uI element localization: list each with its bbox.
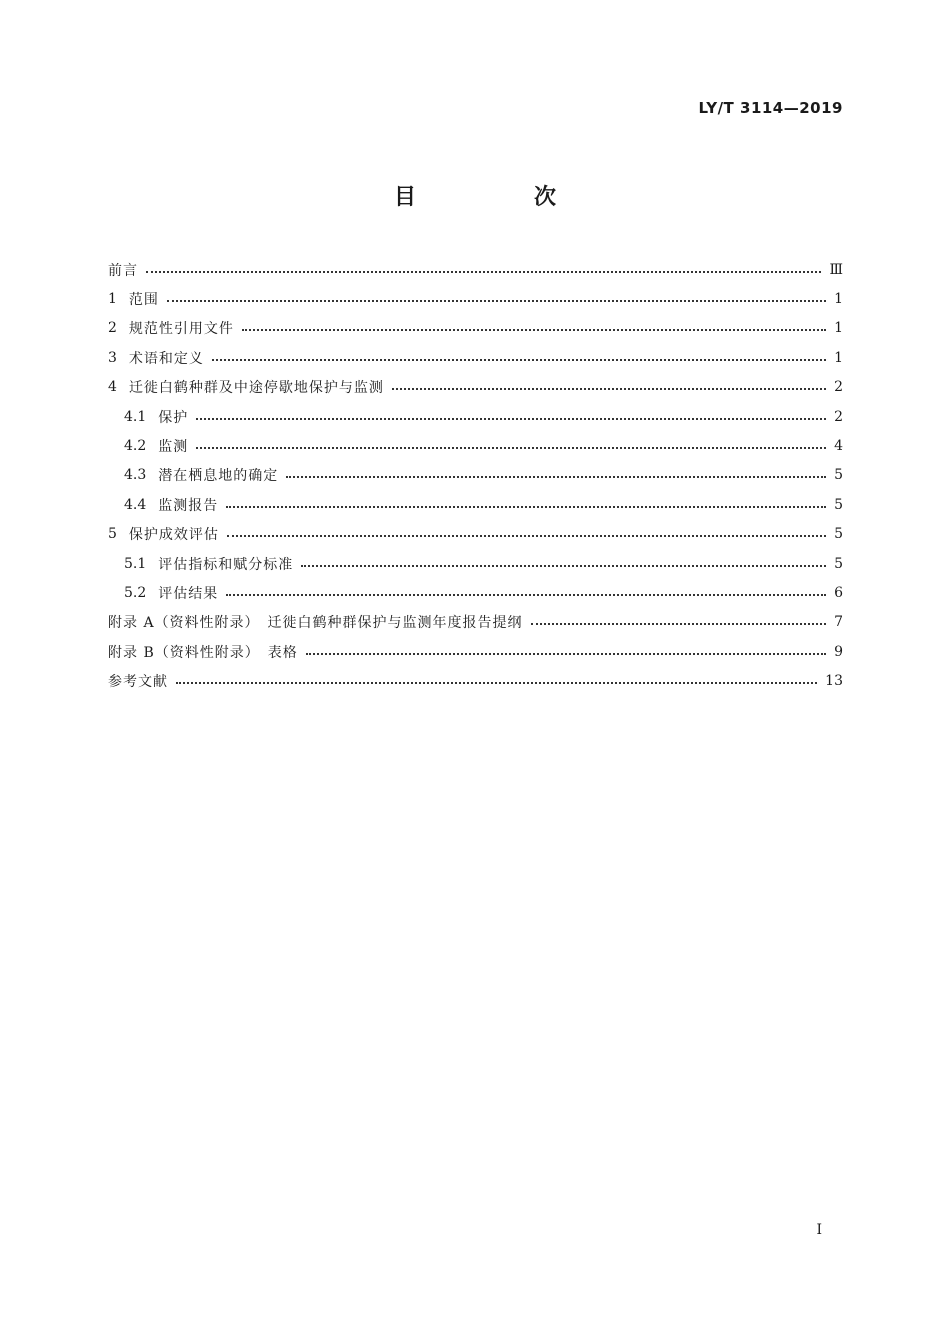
toc-entry-label: 前言	[108, 262, 138, 279]
toc-entry-number: 4	[108, 379, 117, 396]
toc-entry-number: 4.3	[124, 467, 147, 484]
toc-entry-number: 4.1	[124, 408, 147, 425]
toc-entry-label: 附录 A（资料性附录） 迁徙白鹤种群保护与监测年度报告提纲	[108, 615, 523, 632]
toc-entry-page: Ⅲ	[829, 261, 843, 278]
toc-leader-dots	[146, 271, 821, 273]
toc-entry-label: 评估结果	[158, 585, 219, 602]
toc-entry-number: 4.2	[124, 438, 147, 455]
page-number: I	[816, 1222, 822, 1238]
toc-leader-dots	[196, 418, 826, 420]
toc-entry-page: 1	[834, 320, 843, 337]
toc-entry-4-3[interactable]	[108, 461, 843, 490]
toc-entry-number: 4.4	[124, 496, 147, 513]
toc-entry-terms[interactable]	[108, 343, 843, 372]
toc-entry-page: 13	[825, 673, 843, 690]
toc-leader-dots	[392, 388, 826, 390]
toc-entry-page: 5	[834, 526, 843, 543]
toc-entry-5-1[interactable]	[108, 549, 843, 578]
toc-entry-page: 1	[834, 349, 843, 366]
toc-entry-label: 术语和定义	[128, 350, 204, 367]
toc-leader-dots	[167, 300, 826, 302]
toc-entry-page: 7	[834, 614, 843, 631]
toc-entry-page: 2	[834, 408, 843, 425]
toc-entry-page: 1	[834, 291, 843, 308]
toc-entry-label: 潜在栖息地的确定	[158, 468, 279, 485]
toc-entry-4-4[interactable]	[108, 490, 843, 519]
toc-entry-number: 3	[108, 349, 117, 366]
toc-entry-label: 监测报告	[158, 497, 219, 514]
toc-entry-foreword[interactable]	[108, 255, 843, 284]
toc-leader-dots	[301, 565, 826, 567]
toc-entry-protection-monitoring[interactable]	[108, 373, 843, 402]
toc-entry-page: 5	[834, 496, 843, 513]
toc-entry-effectiveness-evaluation[interactable]	[108, 520, 843, 549]
toc-entry-bibliography[interactable]	[108, 666, 843, 695]
toc-entry-label: 迁徙白鹤种群及中途停歇地保护与监测	[128, 380, 384, 397]
toc-leader-dots	[286, 476, 826, 478]
toc-entry-number: 2	[108, 320, 117, 337]
toc-leader-dots	[212, 359, 826, 361]
toc-entry-label: 评估指标和赋分标准	[158, 556, 294, 573]
toc-leader-dots	[176, 682, 817, 684]
toc-entry-normative-references[interactable]	[108, 314, 843, 343]
toc-entry-4-1[interactable]	[108, 402, 843, 431]
toc-leader-dots	[227, 535, 826, 537]
toc-entry-page: 5	[834, 555, 843, 572]
toc-entry-page: 2	[834, 379, 843, 396]
toc-leader-dots	[226, 594, 826, 596]
toc-leader-dots	[196, 447, 826, 449]
toc-entry-page: 4	[834, 438, 843, 455]
toc-entry-number: 5.1	[124, 555, 147, 572]
toc-entry-appendix-b[interactable]	[108, 637, 843, 666]
toc-title: 目 次	[393, 185, 604, 210]
toc-entry-number: 1	[108, 291, 117, 308]
toc-entry-scope[interactable]	[108, 284, 843, 313]
toc-entry-label: 参考文献	[108, 674, 168, 691]
document-code: LY/T 3114—2019	[698, 99, 843, 117]
toc-entry-number: 5.2	[124, 584, 147, 601]
toc-entry-label: 范围	[128, 292, 159, 309]
toc-entry-5-2[interactable]	[108, 578, 843, 607]
toc-leader-dots	[226, 506, 826, 508]
table-of-contents	[108, 255, 843, 696]
toc-leader-dots	[242, 329, 826, 331]
toc-leader-dots	[306, 653, 826, 655]
toc-entry-appendix-a[interactable]	[108, 608, 843, 637]
toc-entry-page: 9	[834, 643, 843, 660]
toc-entry-number: 5	[108, 526, 117, 543]
toc-entry-page: 5	[834, 467, 843, 484]
toc-entry-label: 保护	[158, 409, 189, 426]
toc-leader-dots	[531, 623, 827, 625]
toc-entry-label: 保护成效评估	[128, 527, 219, 544]
toc-entry-label: 监测	[158, 439, 189, 456]
toc-entry-4-2[interactable]	[108, 431, 843, 460]
toc-entry-label: 附录 B（资料性附录） 表格	[108, 644, 298, 661]
toc-entry-label: 规范性引用文件	[128, 321, 234, 338]
toc-entry-page: 6	[834, 584, 843, 601]
